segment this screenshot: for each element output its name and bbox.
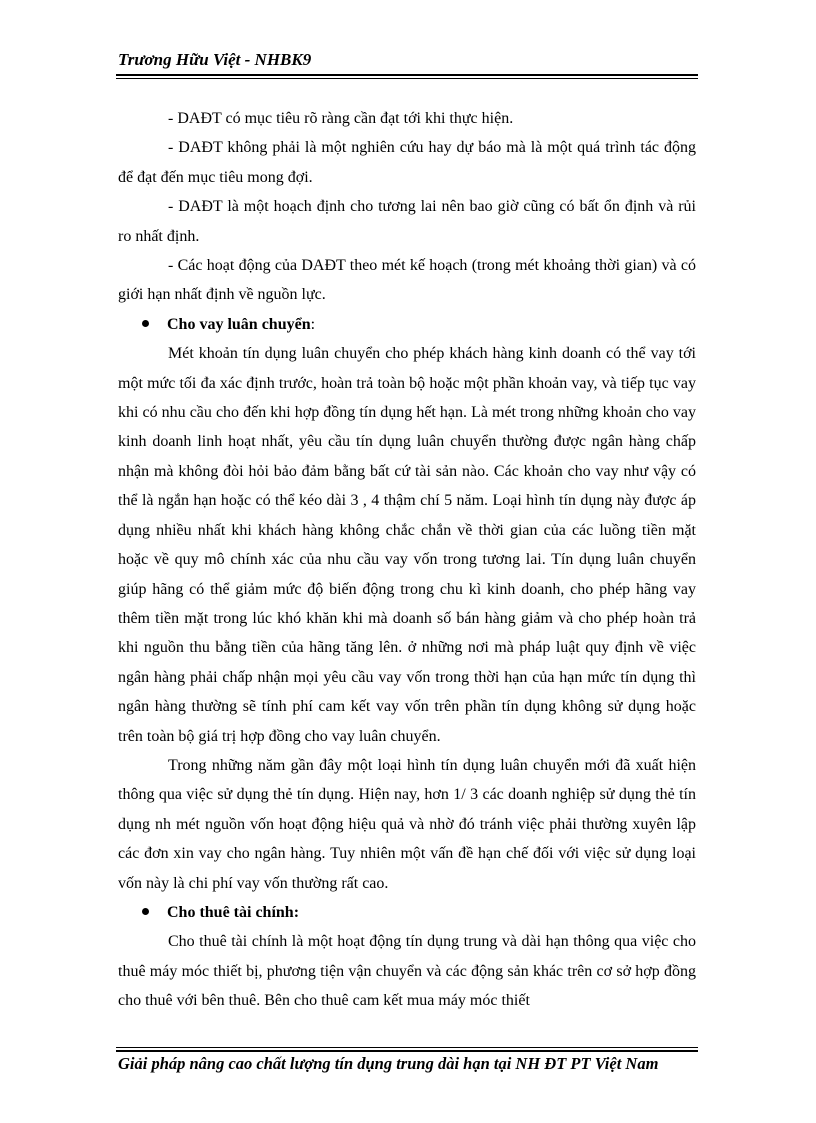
page-footer-title: Giải pháp nâng cao chất lượng tín dụng trung dài hạn tại NH ĐT PT Việt Nam — [118, 1054, 659, 1073]
page-header-author: Trương Hữu Việt - NHBK9 — [118, 50, 312, 69]
paragraph-1: - DAĐT có mục tiêu rõ ràng cần đạt tới khi thực hiện. — [168, 110, 514, 127]
paragraph-3: - DAĐT là một hoạch định cho tương lai nên bao giờ cũng có bất ổn định và rủi ro nhất định. — [118, 198, 696, 245]
bullet-heading-financial-leasing — [142, 898, 696, 927]
paragraph-7: Cho thuê tài chính là một hoạt động tín dụng trung và dài hạn thông qua việc cho thuê máy móc thiết bị, phương tiện vận chuyển và các động sản khác trên cơ sở hợp đồng cho thuê với bên thuê. Bên cho thuê cam kết mua máy móc thiết — [118, 933, 696, 1010]
paragraph-5: Mét khoản tín dụng luân chuyển cho phép khách hàng kinh doanh có thể vay tới một mức tối đa xác định trước, hoàn trả toàn bộ hoặc một phần khoản vay, và tiếp tục vay khi có nhu cầu cho đến khi hợp đồng tín dụng hết hạn. Là mét trong những khoản cho vay kinh doanh linh hoạt nhất, yêu cầu tín dụng luân chuyển thường được ngân hàng chấp nhận mà không đòi hỏi bảo đảm bằng bất cứ tài sản nào. Các khoản cho vay như vậy có thể là ngắn hạn hoặc có thể kéo dài 3 , 4 thậm chí 5 năm. Loại hình tín dụng này được áp dụng nhiều nhất khi khách hàng không chắc chắn về thời gian của các luồng tiền mặt hoặc về quy mô chính xác của nhu cầu vay vốn trong tương lai. Tín dụng luân chuyển giúp hãng có thể giảm mức độ biến động trong chu kì kinh doanh, cho phép hãng vay thêm tiền mặt trong lúc khó khăn khi mà doanh số bán hàng giảm và cho phép hoàn trả khi nguồn thu bằng tiền của hãng tăng lên. ở những nơi mà pháp luật quy định về việc ngân hàng phải chấp nhận mọi yêu cầu vay vốn trong thời hạn của hạn mức tín dụng thì ngân hàng thường sẽ tính phí cam kết vay vốn trên phần tín dụng không sử dụng hoặc trên toàn bộ giá trị hợp đồng cho vay luân chuyển. — [118, 345, 696, 745]
header-rule — [116, 74, 698, 76]
paragraph-6: Trong những năm gần đây một loại hình tín dụng luân chuyển mới đã xuất hiện thông qua việc sử dụng thẻ tín dụng. Hiện nay, hơn 1/ 3 các doanh nghiệp sử dụng thẻ tín dụng nh mét nguồn vốn hoạt động hiệu quả và nhờ đó tránh việc phải thường xuyên lập các đơn xin vay cho ngân hàng. Tuy nhiên một vấn đề hạn chế đối với việc sử dụng loại vốn này là chi phí vay vốn thường rất cao. — [118, 756, 696, 892]
paragraph-2: - DAĐT không phải là một nghiên cứu hay dự báo mà là một quá trình tác động để đạt đến mục tiêu mong đợi. — [118, 139, 696, 186]
bullet-heading-text: Cho thuê tài chính: — [167, 903, 300, 921]
bullet-heading-colon: : — [310, 315, 316, 333]
bullet-icon — [142, 320, 149, 327]
bullet-heading-text: Cho vay luân chuyển — [167, 315, 311, 333]
footer-rule-thin — [116, 1047, 698, 1048]
header-rule-thin — [116, 78, 698, 79]
bullet-icon — [142, 908, 149, 915]
bullet-heading-revolving-credit — [142, 310, 696, 339]
document-body — [118, 104, 696, 1016]
paragraph-4: - Các hoạt động của DAĐT theo mét kế hoạch (trong mét khoảng thời gian) và có giới hạn nhất định về nguồn lực. — [118, 257, 696, 304]
footer-rule — [116, 1050, 698, 1052]
